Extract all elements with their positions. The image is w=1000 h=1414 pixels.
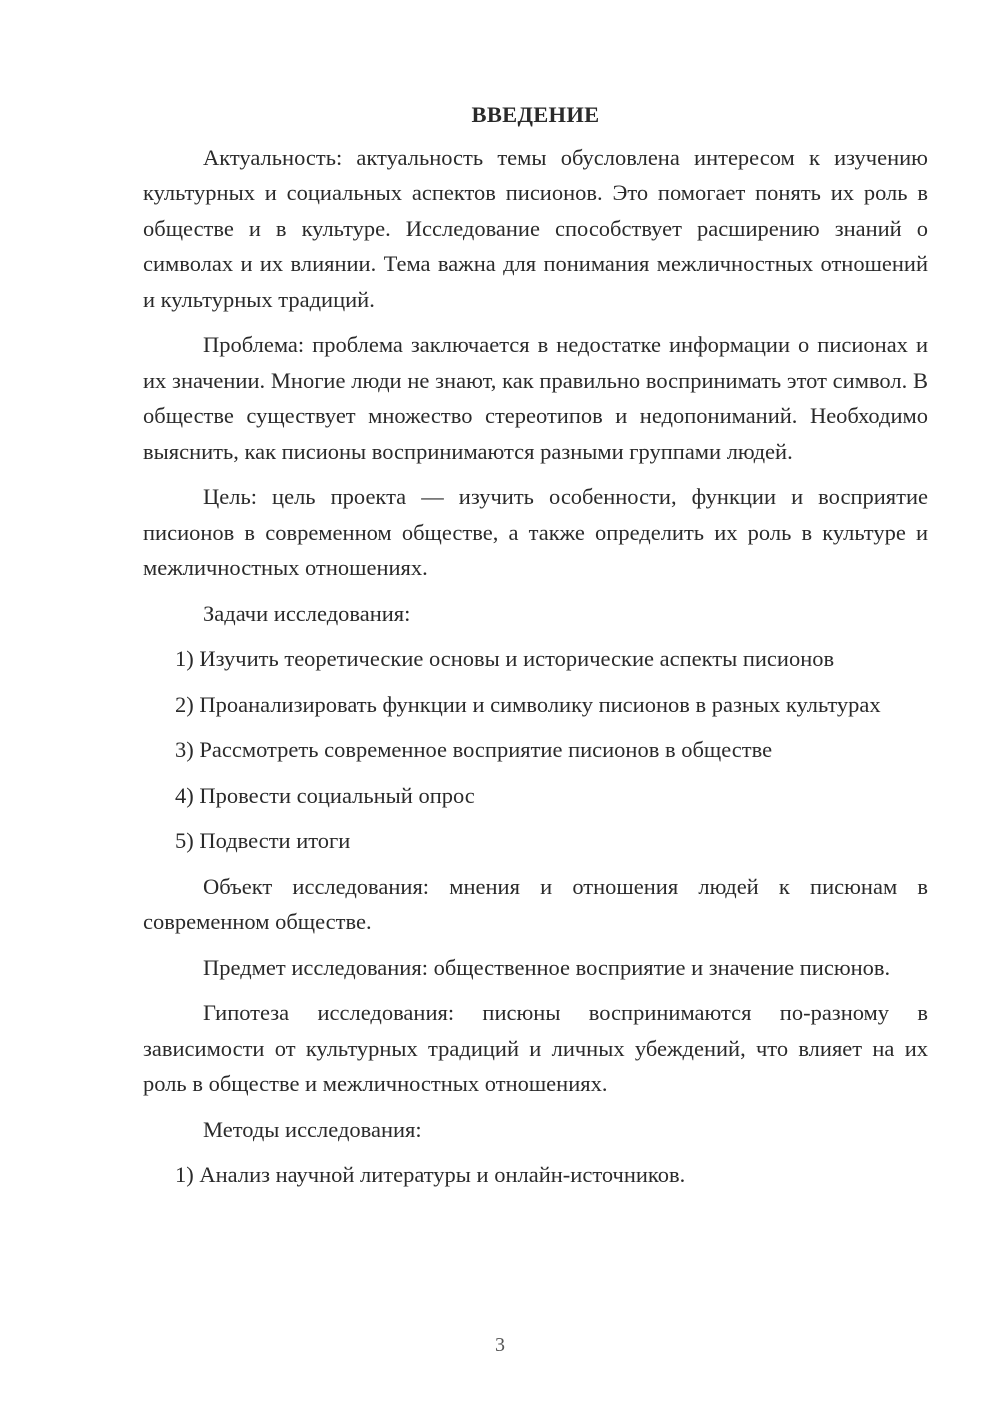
task-item: 3) Рассмотреть современное восприятие писионов в обществе	[175, 737, 773, 762]
task-item: 5) Подвести итоги	[175, 828, 351, 853]
relevance-paragraph: Актуальность: актуальность темы обусловлена интересом к изучению культурных и социальных аспектов писионов. Это помогает понять их роль в обществе и в культуре. Исследование способствует расширению знаний о символах и их влиянии. Тема важна для понимания межличностных отношений и культурных традиций.	[143, 144, 928, 312]
page-number: 3	[495, 1334, 505, 1356]
page-title: ВВЕДЕНИЕ	[471, 102, 600, 127]
subject-paragraph: Предмет исследования: общественное восприятие и значение писюнов.	[203, 954, 891, 980]
document-page	[143, 97, 928, 1203]
object-paragraph: Объект исследования: мнения и отношения людей к писюнам в современном обществе.	[143, 873, 928, 934]
task-item: 4) Провести социальный опрос	[175, 782, 475, 808]
hypothesis-paragraph: Гипотеза исследования: писюны воспринимаются по-разному в зависимости от культурных традиций и личных убеждений, что влияет на их роль в обществе и межличностных отношениях.	[143, 1000, 928, 1096]
task-item: 2) Проанализировать функции и символику писионов в разных культурах	[175, 691, 881, 717]
methods-heading: Методы исследования:	[203, 1116, 422, 1142]
method-item: 1) Анализ научной литературы и онлайн-источников.	[175, 1162, 686, 1187]
goal-paragraph: Цель: цель проекта — изучить особенности, функции и восприятие писионов в современном обществе, а также определить их роль в культуре и межличностных отношениях.	[143, 484, 928, 580]
task-item: 1) Изучить теоретические основы и исторические аспекты писионов	[175, 646, 835, 671]
tasks-heading: Задачи исследования:	[203, 600, 411, 626]
problem-paragraph: Проблема: проблема заключается в недостатке информации о писионах и их значении. Многие люди не знают, как правильно воспринимать этот символ. В обществе существует множество стереотипов и недопониманий. Необходимо выяснить, как писионы воспринимаются разными группами людей.	[143, 332, 928, 464]
